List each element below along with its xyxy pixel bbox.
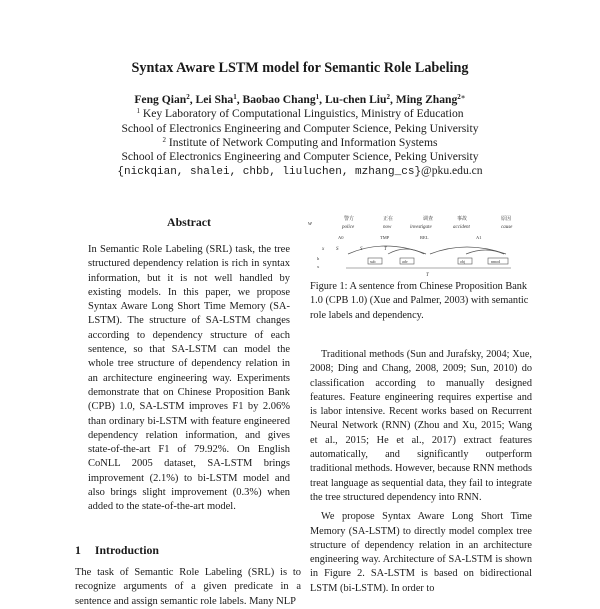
introduction-text: The task of Semantic Role Labeling (SRL) is to recognize arguments of a given predicate in a sentence and assign semantic role labels. Many NLP bbox=[75, 567, 301, 607]
author-name: Lei Sha bbox=[195, 93, 234, 106]
figure-symbol: S bbox=[336, 247, 339, 252]
author-affil-mark: 1 bbox=[315, 93, 320, 101]
author-affil-mark: 1 bbox=[233, 93, 237, 101]
figure-1-caption: Figure 1: A sentence from Chinese Proposition Bank 1.0 (CPB 1.0) (Xue and Palmer, 2003) with semantic role labels and dependency. bbox=[310, 281, 529, 321]
figure-role: TMP bbox=[380, 235, 390, 240]
figure-symbol: x bbox=[317, 264, 320, 269]
right-column-body bbox=[310, 348, 532, 596]
dependency-arc bbox=[388, 249, 424, 254]
figure-role: REL bbox=[420, 235, 429, 240]
abstract-text: In Semantic Role Labeling (SRL) task, the tree structured dependency relation is rich in syntax information, but it is not well handled by existing models. In this paper, we propose Syntax Aware Long Short Time Memory (SA-LSTM). The structure of SA-LSTM changes according to dependency structure of each sentence, so that SA-LSTM can model the whole tree structure of dependency relation in an architecture engineering way. Experiments demonstrate that on Chinese Proposition Bank (CPB) 1.0, SA-LSTM improves F1 by 2.06% than ordinary bi-LSTM with feature engineered dependency relation information, and gives state-of-the-art F1 of 79.92%. On English CoNLL 2005 dataset, SA-LSTM brings improvement (2.1%) to bi-LSTM model and also brings slight improvement (0.3%) when added to the state-of-the-art model. bbox=[88, 244, 290, 513]
abstract-heading: Abstract bbox=[167, 215, 211, 229]
figure-gloss: now bbox=[383, 225, 392, 230]
author-name: Baobao Chang bbox=[242, 93, 316, 106]
figure-word: 原因 bbox=[501, 217, 512, 222]
affiliation-1-line-2: School of Electronics Engineering and Computer Science, Peking University bbox=[121, 121, 479, 135]
author-name: Feng Qian bbox=[134, 93, 187, 106]
figure-gloss: cause bbox=[501, 225, 513, 230]
figure-word: 正在 bbox=[383, 217, 394, 222]
paragraph: We propose Syntax Aware Long Short Time Memory (SA-LSTM) to directly model complex tree structure of dependency relation in an architecture engineering way. Architecture of SA-LSTM is shown in Figure 2. SA-LSTM is based on bidirectional LSTM (bi-LSTM). In order to bbox=[310, 511, 532, 594]
figure-word: 调查 bbox=[423, 217, 434, 222]
figure-role: A0 bbox=[338, 235, 344, 240]
figure-symbol: S bbox=[360, 247, 363, 252]
figure-1-dependency-diagram bbox=[306, 208, 528, 278]
figure-word: 事故 bbox=[457, 217, 468, 222]
figure-symbol: T bbox=[384, 247, 387, 252]
figure-gloss: investigate bbox=[410, 225, 432, 230]
author-affil-mark: 2 bbox=[186, 93, 190, 101]
author-block bbox=[0, 93, 600, 180]
figure-word: 警方 bbox=[344, 217, 355, 222]
figure-symbol: T bbox=[426, 273, 429, 278]
figure-symbol: x bbox=[322, 247, 325, 252]
author-email[interactable]: {nickqian, shalei, chbb, liuluchen, mzhang_cs}@pku.edu.cn bbox=[117, 164, 483, 179]
author-affil-mark: 2 bbox=[386, 93, 390, 101]
paragraph: Traditional methods (Sun and Jurafsky, 2004; Xue, 2008; Ding and Chang, 2008, 2009; Sun, 2010) do classification according to manually designed features. Feature engineering requires expertise and is labor intensive. Recent works based on Recurrent Neural Network (RNN) (Zhou and Xu, 2015; Wang et al., 2015; He et al., 2017) extract features automatically, and significantly outperform traditional methods. However, because RNN methods treat language as sequential data, they fail to integrate the tree structured dependency into RNN. bbox=[310, 349, 532, 503]
affiliation-2-line-2: School of Electronics Engineering and Computer Science, Peking University bbox=[121, 150, 479, 164]
dependency-label: nmod bbox=[491, 259, 501, 264]
paper-title: Syntax Aware LSTM model for Semantic Role Labeling bbox=[131, 60, 469, 76]
figure-gloss: police bbox=[342, 225, 355, 230]
figure-symbol: h bbox=[317, 256, 320, 261]
figure-role: A1 bbox=[476, 235, 482, 240]
dependency-label: obj bbox=[460, 259, 466, 264]
author-names: Feng Qian$^2$, Lei Sha$^1$, Baobao Chang$^1$, Lu-chen Liu$^2$, Ming Zhang$^{2∗}$ bbox=[134, 93, 466, 106]
dependency-label: adv bbox=[402, 259, 408, 264]
dependency-label: sub bbox=[370, 259, 376, 264]
figure-gloss: accident bbox=[453, 225, 470, 230]
figure-row-label: w bbox=[308, 221, 313, 227]
author-name: Lu-chen Liu bbox=[324, 93, 387, 106]
dependency-arc bbox=[466, 250, 504, 254]
author-name: Ming Zhang bbox=[395, 93, 458, 106]
affiliation-1-line-1: $^1$ Key Laboratory of Computational Linguistics, Ministry of Education bbox=[136, 107, 464, 121]
affiliation-2-line-1: $^2$ Institute of Network Computing and Information Systems bbox=[162, 135, 438, 149]
section-heading-introduction: 1 Introduction bbox=[75, 543, 159, 557]
author-affil-mark: 2∗ bbox=[457, 93, 466, 101]
